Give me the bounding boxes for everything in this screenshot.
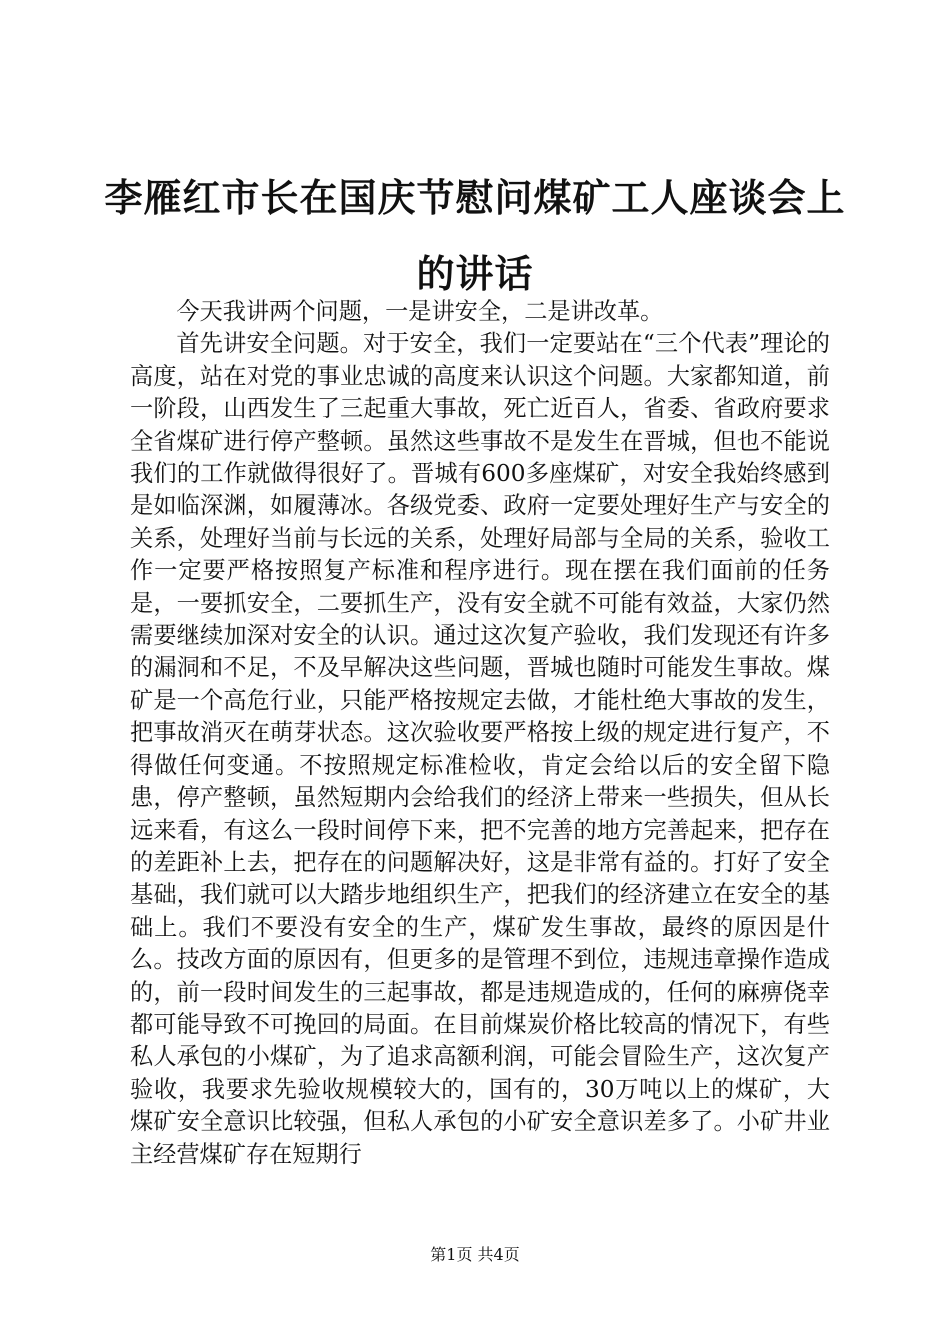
paragraph-safety: 首先讲安全问题。对于安全，我们一定要站在“三个代表”理论的高度，站在对党的事业忠诚的高度来认识这个问题。大家都知道，前一阶段，山西发生了三起重大事故，死亡近百人，省委、省政府要求全省煤矿进行停产整顿。虽然这些事故不是发生在晋城，但也不能说我们的工作就做得很好了。晋城有600多座煤矿，对安全我始终感到是如临深渊，如履薄冰。各级党委、政府一定要处理好生产与安全的关系，处理好当前与长远的关系，处理好局部与全局的关系，验收工作一定要严格按照复产标准和程序进行。现在摆在我们面前的任务是，一要抓安全，二要抓生产，没有安全就不可能有效益，大家仍然需要继续加深对安全的认识。通过这次复产验收，我们发现还有许多的漏洞和不足，不及早解决这些问题，晋城也随时可能发生事故。煤矿是一个高危行业，只能严格按规定去做，才能杜绝大事故的发生，把事故消灭在萌芽状态。这次验收要严格按上级的规定进行复产，不得做任何变通。不按照规定标准检收，肯定会给以后的安全留下隐患，停产整顿，虽然短期内会给我们的经济上带来一些损失，但从长远来看，有这么一段时间停下来，把不完善的地方完善起来，把存在的差距补上去，把存在的问题解决好，这是非常有益的。打好了安全基础，我们就可以大踏步地组织生产，把我们的经济建立在安全的基础上。我们不要没有安全的生产，煤矿发生事故，最终的原因是什么。技改方面的原因有，但更多的是管理不到位，违规违章操作造成的，前一段时间发生的三起事故，都是违规造成的，任何的麻痹侥幸都可能导致不可挽回的局面。在目前煤炭价格比较高的情况下，有些私人承包的小煤矿，为了追求高额利润，可能会冒险生产，这次复产验收，我要求先验收规模较大的，国有的，30万吨以上的煤矿，大煤矿安全意识比较强，但私人承包的小矿安全意识差多了。小矿井业主经营煤矿存在短期行 — [130, 330, 830, 1168]
page-number: 第1页 共4页 — [430, 1245, 520, 1264]
document-body — [130, 296, 830, 1171]
document-title: 李雁红市长在国庆节慰问煤矿工人座谈会上的讲话 — [104, 176, 846, 296]
paragraph-intro: 今天我讲两个问题，一是讲安全，二是讲改革。 — [176, 298, 664, 325]
